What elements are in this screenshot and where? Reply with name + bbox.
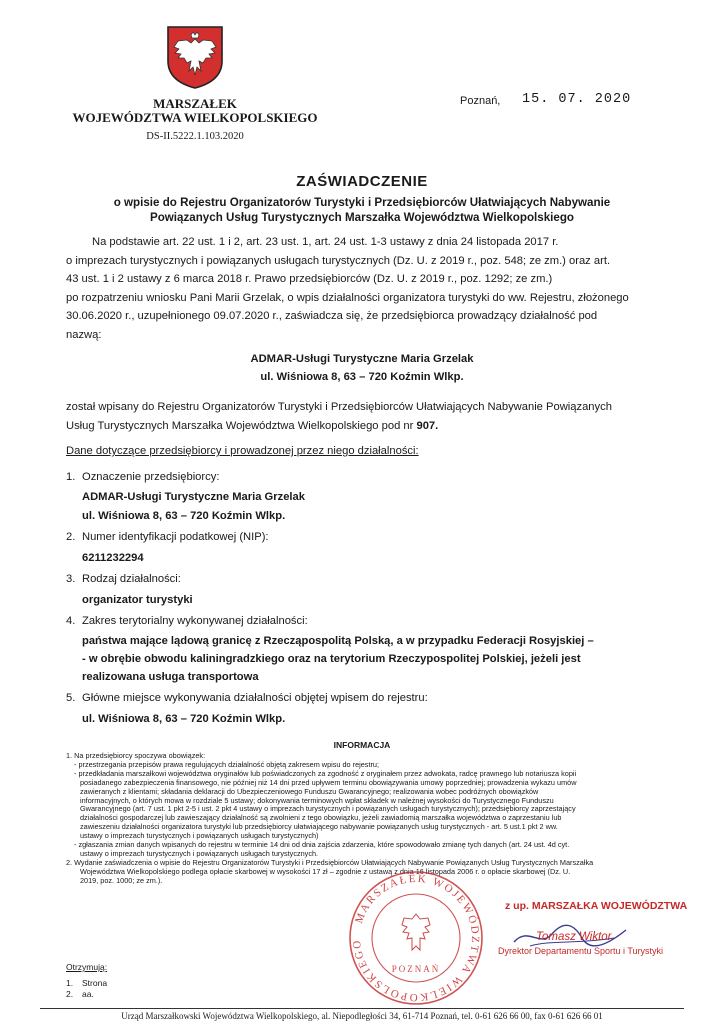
seal-text: MARSZAŁEK WOJEWÓDZTWA WIELKOPOLSKIEGO — [350, 872, 482, 1004]
info-line: informacyjnych, o których mowa w rozdziale 5 ustawy; dokonywania terminowych wpłat składek w należnej wysokości do Turystycznego Funduszu — [80, 795, 554, 805]
item-label: Oznaczenie przedsiębiorcy: — [82, 471, 220, 483]
territorial-scope-line: państwa mające lądową granicę z Rzecząpospolitą Polską, a w przypadku Federacji Rosyjskiej – — [82, 635, 594, 647]
item-number: 2. — [66, 531, 76, 543]
paragraph-line: 43 ust. 1 i 2 ustawy z 6 marca 2018 r. Prawo przedsiębiorców (Dz. U. z 2019 r., poz. 1292; ze zm.) — [66, 273, 553, 285]
info-line: 2019, poz. 1000; ze zm.). — [80, 875, 163, 885]
register-entry-paragraph — [66, 398, 686, 435]
main-place-value: ul. Wiśniowa 8, 63 – 720 Koźmin Wlkp. — [82, 713, 286, 725]
company-address: ul. Wiśniowa 8, 63 – 720 Koźmin Wlkp. — [260, 371, 464, 383]
item-label: Numer identyfikacji podatkowej (NIP): — [82, 531, 269, 543]
signatory-name: Tomasz Wiktor — [536, 931, 612, 943]
item-value: ADMAR-Usługi Turystyczne Maria Grzelak — [82, 491, 305, 503]
item-number: 3. — [66, 573, 76, 585]
info-line: zawieszeniu działalności organizatora turystyki lub przedsiębiorcy ułatwiającego nabywanie powiązanych usług turystycznych - art. 5 ust.1 pkt 2 ww. — [80, 822, 558, 832]
reference-number: DS-II.5222.1.103.2020 — [146, 131, 244, 142]
recipient-label: aa. — [82, 989, 94, 999]
issuer-name-line2: WOJEWÓDZTWA WIELKOPOLSKIEGO — [72, 110, 318, 125]
document-subtitle-line1: o wpisie do Rejestru Organizatorów Turystyki i Przedsiębiorców Ułatwiających Nabywanie — [113, 196, 611, 209]
signature-stamp-authority: z up. MARSZAŁKA WOJEWÓDZTWA — [505, 900, 688, 912]
issue-city: Poznań, — [460, 95, 501, 107]
paragraph-line: o imprezach turystycznych i powiązanych usługach turystycznych (Dz. U. z 2019 r., poz. 548; ze zm.) oraz art. — [66, 254, 611, 267]
activity-type-value: organizator turystyki — [82, 594, 193, 606]
legal-basis-paragraph — [66, 233, 666, 344]
item-label: Zakres terytorialny wykonywanej działalności: — [82, 615, 308, 627]
official-round-seal-icon — [346, 868, 486, 1008]
paragraph-line: został wpisany do Rejestru Organizatorów Turystyki i Przedsiębiorców Ułatwiających Nabywanie Powiązanych — [66, 401, 612, 413]
company-name: ADMAR-Usługi Turystyczne Maria Grzelak — [250, 353, 474, 365]
territorial-scope-line: realizowana usługa transportowa — [82, 671, 259, 683]
coat-of-arms-eagle-icon — [165, 25, 225, 90]
svg-text:MARSZAŁEK WOJEWÓDZTWA WIELKOPO — [351, 873, 481, 1003]
information-heading: INFORMACJA — [333, 740, 391, 750]
footer-divider — [40, 1008, 684, 1009]
info-line: działalności gospodarczej lub zawieszający działalność są zwolnieni z tego obowiązku, jeżeli zawiadomią marszałka województwa o zaprzestaniu lub — [80, 813, 562, 823]
recipients-heading: Otrzymują: — [66, 962, 108, 972]
recipient-label: Strona — [82, 978, 108, 988]
issue-date: 15. 07. 2020 — [522, 92, 632, 107]
info-line: - zgłaszania zmian danych wpisanych do rejestru w terminie 14 dni od dnia zajścia zdarzenia, które spowodowało zmianę tych danych (art. 24 ust. 4d cyt. — [74, 840, 570, 850]
paragraph-line: nazwą: — [66, 328, 102, 341]
issuer-name-line1: MARSZAŁEK — [153, 96, 237, 111]
item-number: 5. — [66, 692, 76, 704]
register-number: 907. — [416, 419, 439, 432]
info-line: - przedkładania marszałkowi województwa oryginałów lub poświadczonych za zgodność z oryginałem przez adwokata, radcę prawnego lub notariusza kopii — [74, 768, 577, 778]
paragraph-line: po rozpatrzeniu wniosku Pani Marii Grzelak, o wpis działalności organizatora turystyki do ww. Rejestru, złożonego — [66, 291, 629, 304]
info-line: Województwa Wielkopolskiego podlega opłacie skarbowej w wysokości 17 zł – zgodnie z ustawą z dnia 16 listopada 2006 r. o opłacie skarbowej (Dz. U. — [80, 866, 571, 876]
signatory-role: Dyrektor Departamentu Sportu i Turystyki — [498, 946, 664, 956]
tax-id-value: 6211232294 — [82, 552, 144, 564]
recipient-number: 2. — [66, 989, 74, 999]
item-number: 1. — [66, 471, 76, 483]
info-line: 1. Na przedsiębiorcy spoczywa obowiązek: — [66, 751, 206, 760]
info-line: Gwarancyjnego (art. 7 ust. 1 pkt 2-5 i ust. 2 pkt 4 ustawy o imprezach turystycznych i powiązanych usługach turystycznych); przedsiębiorcy zaprzestający — [80, 804, 576, 814]
entrepreneur-data-heading: Dane dotyczące przedsiębiorcy i prowadzonej przez niego działalności: — [66, 445, 419, 457]
footer-address: Urząd Marszałkowski Województwa Wielkopolskiego, al. Niepodległości 34, 61-714 Poznań, tel. 0-61 626 66 00, fax 0-61 626 66 01 — [121, 1011, 603, 1021]
document-subtitle-line2: Powiązanych Usług Turystycznych Marszałka Województwa Wielkopolskiego — [149, 211, 575, 224]
paragraph-line: 30.06.2020 r., uzupełnionego 09.07.2020 r., zaświadcza się, że przedsiębiorca prowadzący działalność pod — [66, 310, 598, 322]
info-line: - przestrzegania przepisów prawa regulujących działalność objętą zakresem wpisu do rejestru; — [74, 759, 379, 769]
info-line: ustawy o imprezach turystycznych i powiązanych usługach turystycznych) — [80, 831, 319, 841]
item-number: 4. — [66, 615, 76, 627]
paragraph-text: Usług Turystycznych Marszałka Województwa Wielkopolskiego pod nr — [66, 419, 417, 432]
item-label: Główne miejsce wykonywania działalności objętej wpisem do rejestru: — [82, 692, 428, 704]
recipient-number: 1. — [66, 978, 74, 988]
info-line: posiadanego zabezpieczenia finansowego, nie później niż 14 dni przed upływem terminu obowiązywania umowy poprzedniej; prowadzenia wykazu umów — [80, 777, 577, 787]
paragraph-line — [66, 417, 686, 436]
item-label: Rodzaj działalności: — [82, 573, 181, 585]
item-value: ul. Wiśniowa 8, 63 – 720 Koźmin Wlkp. — [82, 510, 286, 522]
paragraph-line: Na podstawie art. 22 ust. 1 i 2, art. 23 ust. 1, art. 24 ust. 1-3 ustawy z dnia 24 listopada 2017 r. — [92, 236, 559, 248]
info-line: zawieranych z klientami; składania deklaracji do Ubezpieczeniowego Funduszu Gwarancyjnego; realizowania wobec podróżnych obowiązków — [80, 786, 539, 796]
territorial-scope-line: - w obrębie obwodu kaliningradzkiego oraz na terytorium Rzeczypospolitej Polskiej, jeżeli jest — [82, 653, 581, 665]
seal-city: POZNAŃ — [391, 964, 441, 974]
document-title: ZAŚWIADCZENIE — [296, 173, 428, 190]
information-notes — [66, 752, 686, 886]
info-line: 2. Wydanie zaświadczenia o wpisie do Rejestru Organizatorów Turystyki i Przedsiębiorców Ułatwiających Nabywanie Powiązanych Usług Turystycznych Marszałka — [66, 857, 594, 867]
info-line: ustawy o imprezach turystycznych i powiązanych usługach turystycznych. — [80, 848, 319, 858]
